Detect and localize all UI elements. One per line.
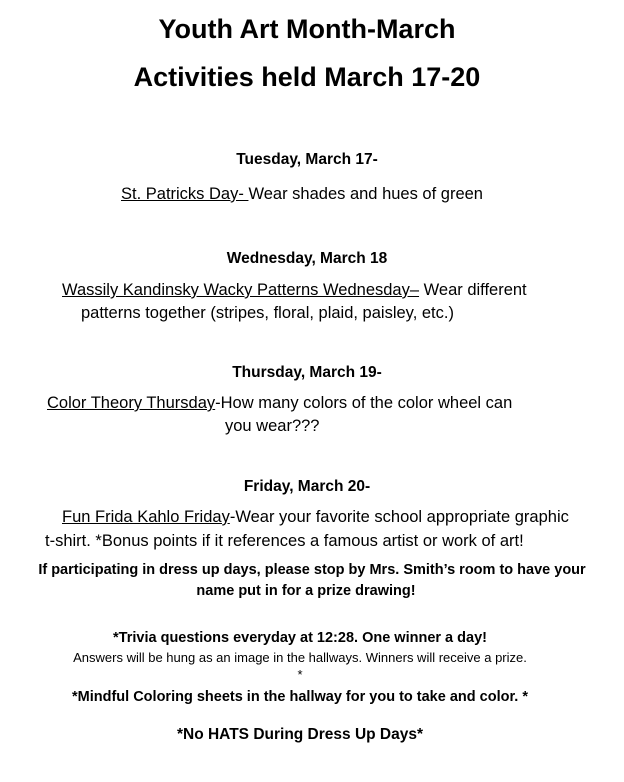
day-line-wednesday-cont: patterns together (stripes, floral, plaid, paisley, etc.) [81, 304, 454, 322]
theme-description: -How many colors of the color wheel can [215, 394, 513, 412]
theme-color-theory-thursday: Color Theory Thursday [47, 394, 216, 412]
day-line-tuesday [121, 185, 483, 204]
trivia-headline: *Trivia questions everyday at 12:28. One winner a day! [113, 630, 487, 646]
theme-kandinsky-wednesday: Wassily Kandinsky Wacky Patterns Wednesday– [62, 281, 420, 299]
trivia-details: Answers will be hung as an image in the hallways. Winners will receive a prize. [73, 650, 527, 665]
day-line-thursday [47, 394, 512, 413]
page-title-line-2: Activities held March 17-20 [133, 62, 481, 92]
day-line-thursday-cont: you wear??? [225, 417, 320, 435]
page-title-line-1: Youth Art Month-March [158, 14, 456, 44]
day-line-wednesday [62, 281, 527, 300]
coloring-sheets-notice: *Mindful Coloring sheets in the hallway for you to take and color. * [72, 689, 528, 705]
theme-description: Wear shades and hues of green [248, 185, 483, 203]
participation-notice-line-2: name put in for a prize drawing! [196, 583, 416, 599]
trivia-separator: * [297, 667, 303, 682]
day-line-friday-cont: t-shirt. *Bonus points if it references a famous artist or work of art! [45, 532, 524, 550]
no-hats-notice: *No HATS During Dress Up Days* [176, 726, 424, 743]
day-heading-tuesday: Tuesday, March 17- [236, 151, 378, 168]
theme-description: -Wear your favorite school appropriate graphic [229, 508, 569, 526]
participation-notice-line-1: If participating in dress up days, please stop by Mrs. Smith’s room to have your [38, 562, 586, 578]
day-heading-thursday: Thursday, March 19- [232, 364, 382, 381]
theme-frida-kahlo-friday: Fun Frida Kahlo Friday [62, 508, 230, 526]
theme-description: Wear different [419, 281, 527, 299]
day-heading-wednesday: Wednesday, March 18 [226, 250, 388, 267]
day-line-friday [62, 508, 569, 527]
day-heading-friday: Friday, March 20- [243, 478, 371, 495]
theme-st-patricks-day: St. Patricks Day- [121, 185, 249, 203]
